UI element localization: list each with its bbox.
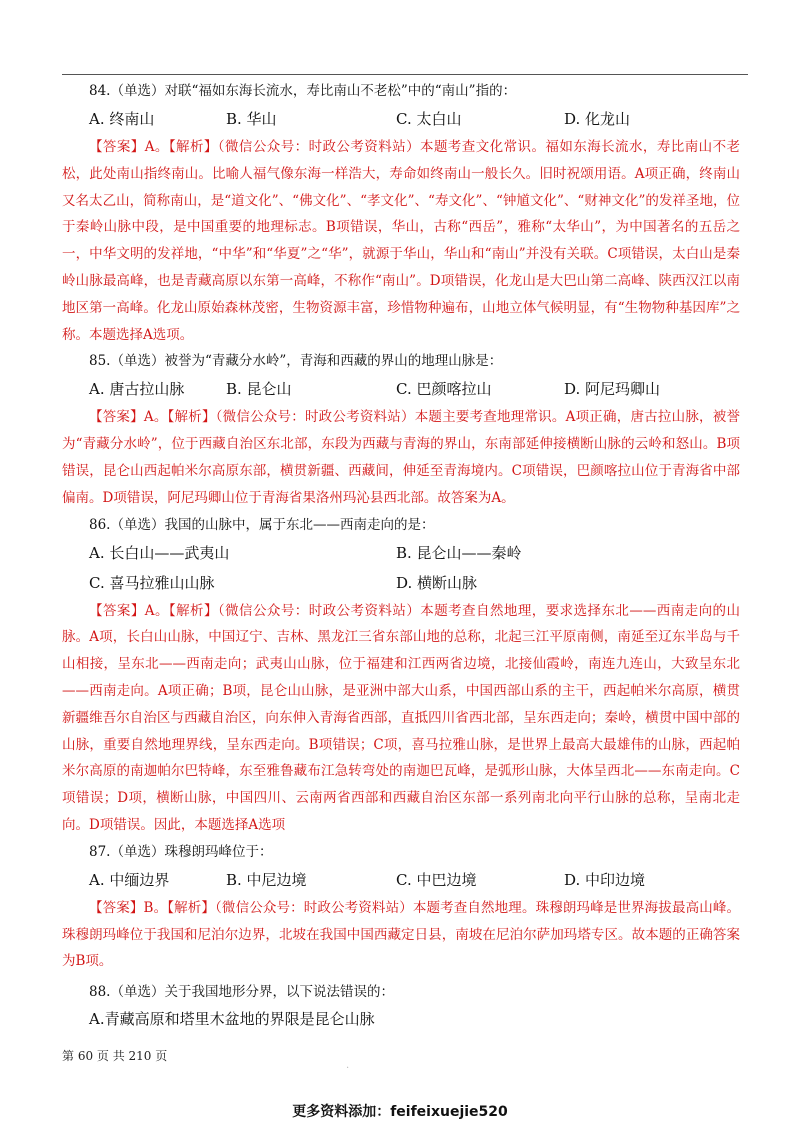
- header-rule: [62, 74, 748, 75]
- question-87-answer: 【答案】B。【解析】（微信公众号：时政公考资料站）本题考查自然地理。珠穆朗玛峰是世界海拔最高山峰。珠穆朗玛峰位于我国和尼泊尔边界，北坡在我国中国西藏定日县，南坡在尼泊尔萨加玛塔专区。故本题的正确答案为B项。: [62, 899, 740, 970]
- question-84-options: [62, 104, 740, 134]
- q87-option-a: A. 中缅边界: [89, 870, 170, 889]
- q88-option-a: A.青藏高原和塔里木盆地的界限是昆仑山脉: [89, 1010, 375, 1029]
- q86-option-b: B. 昆仑山——秦岭: [396, 543, 522, 562]
- page-number: 第 60 页 共 210 页: [62, 1049, 168, 1063]
- q84-option-c: C. 太白山: [396, 110, 462, 128]
- page-content: [62, 78, 740, 1033]
- contact-note: 更多资料添加：feifeixuejie520: [292, 1104, 508, 1120]
- question-88-stem: 88.（单选）关于我国地形分界，以下说法错误的：: [89, 984, 394, 1001]
- question-85-stem: 85.（单选）被誉为“青藏分水岭”，青海和西藏的界山的地理山脉是：: [89, 353, 503, 370]
- question-85-answer: 【答案】A。【解析】（微信公众号：时政公考资料站）本题主要考查地理常识。A项正确，唐古拉山脉，被誉为“青藏分水岭”，位于西藏自治区东北部，东段为西藏与青海的界山，东南部延伸接横断山脉的云岭和怒山。B项错误，昆仑山西起帕米尔高原东部，横贯新疆、西藏间，伸延至青海境内。C项错误，巴颜喀拉山位于青海省中部偏南。D项错误，阿尼玛卿山位于青海省果洛州玛沁县西北部。故答案为A。: [62, 409, 740, 506]
- q85-option-c: C. 巴颜喀拉山: [396, 380, 492, 399]
- q86-option-a: A. 长白山——武夷山: [89, 543, 230, 562]
- q84-option-b: B. 华山: [226, 110, 277, 128]
- question-84-answer: 【答案】A。【解析】（微信公众号：时政公考资料站）本题考查文化常识。福如东海长流水，寿比南山不老松，此处南山指终南山。比喻人福气像东海一样浩大，寿命如终南山一般长久。旧时祝颂用语。A项正确，终南山又名太乙山，简称南山，是“道文化”、“佛文化”、“孝文化”、“寿文化”、“钟馗文化”、“财神文化”的发祥圣地，位于秦岭山脉中段，是中国重要的地理标志。B项错误，华山，古称“西岳”，雅称“太华山”，为中国著名的五岳之一，中华文明的发祥地，“中华”和“华夏”之“华”，就源于华山，华山和“南山”并没有关联。C项错误，太白山是秦岭山脉最高峰，也是青藏高原以东第一高峰，不称作“南山”。D项错误，化龙山是大巴山第二高峰、陕西汉江以南地区第一高峰。化龙山原始森林茂密，生物资源丰富，珍惜物种遍布，山地立体气候明显，有“生物物种基因库”之称。本题选择A选项。: [62, 139, 740, 343]
- q85-option-a: A. 唐古拉山脉: [89, 380, 185, 399]
- question-84-stem: 84.（单选）对联“福如东海长流水，寿比南山不老松”中的“南山”指的：: [89, 83, 517, 99]
- q87-option-b: B. 中尼边境: [226, 870, 307, 889]
- q87-option-c: C. 中巴边境: [396, 870, 477, 889]
- question-86-answer: 【答案】A。【解析】（微信公众号：时政公考资料站）本题考查自然地理，要求选择东北——西南走向的山脉。A项，长白山山脉，中国辽宁、吉林、黑龙江三省东部山地的总称，北起三江平原南侧，南延至辽东半岛与千山相接，呈东北——西南走向；武夷山山脉，位于福建和江西两省边境，北接仙霞岭，南连九连山，大致呈东北——西南走向。A项正确；B项，昆仑山山脉，是亚洲中部大山系，中国西部山系的主干，西起帕米尔高原，横贯新疆维吾尔自治区与西藏自治区，向东伸入青海省西部，直抵四川省西北部，呈东西走向；秦岭，横贯中国中部的山脉，重要自然地理界线，呈东西走向。B项错误；C项，喜马拉雅山脉，是世界上最高大最雄伟的山脉，西起帕米尔高原的南迦帕尔巴特峰，东至雅鲁藏布江急转弯处的南迦巴瓦峰，是弧形山脉，大体呈西北——东南走向。C项错误；D项，横断山脉，中国四川、云南两省西部和西藏自治区东部一系列南北向平行山脉的总称，呈南北走向。D项错误。因此，本题选择A选项: [62, 602, 740, 833]
- question-85-options: [62, 374, 740, 404]
- q86-option-d: D. 横断山脉: [396, 573, 478, 592]
- q85-option-d: D. 阿尼玛卿山: [564, 380, 661, 399]
- question-86-stem: 86.（单选）我国的山脉中，属于东北——西南走向的是：: [89, 516, 435, 533]
- q84-option-d: D. 化龙山: [564, 110, 631, 128]
- footer-dot: .: [346, 1060, 350, 1071]
- q85-option-b: B. 昆仑山: [226, 380, 292, 399]
- question-86-options-row1: [62, 538, 740, 568]
- q84-option-a: A. 终南山: [89, 110, 155, 128]
- question-87-options: [62, 865, 740, 895]
- q87-option-d: D. 中印边境: [564, 870, 646, 889]
- question-87-stem: 87.（单选）珠穆朗玛峰位于：: [89, 843, 273, 860]
- q86-option-c: C. 喜马拉雅山山脉: [89, 573, 215, 592]
- question-86-options-row2: [62, 568, 740, 598]
